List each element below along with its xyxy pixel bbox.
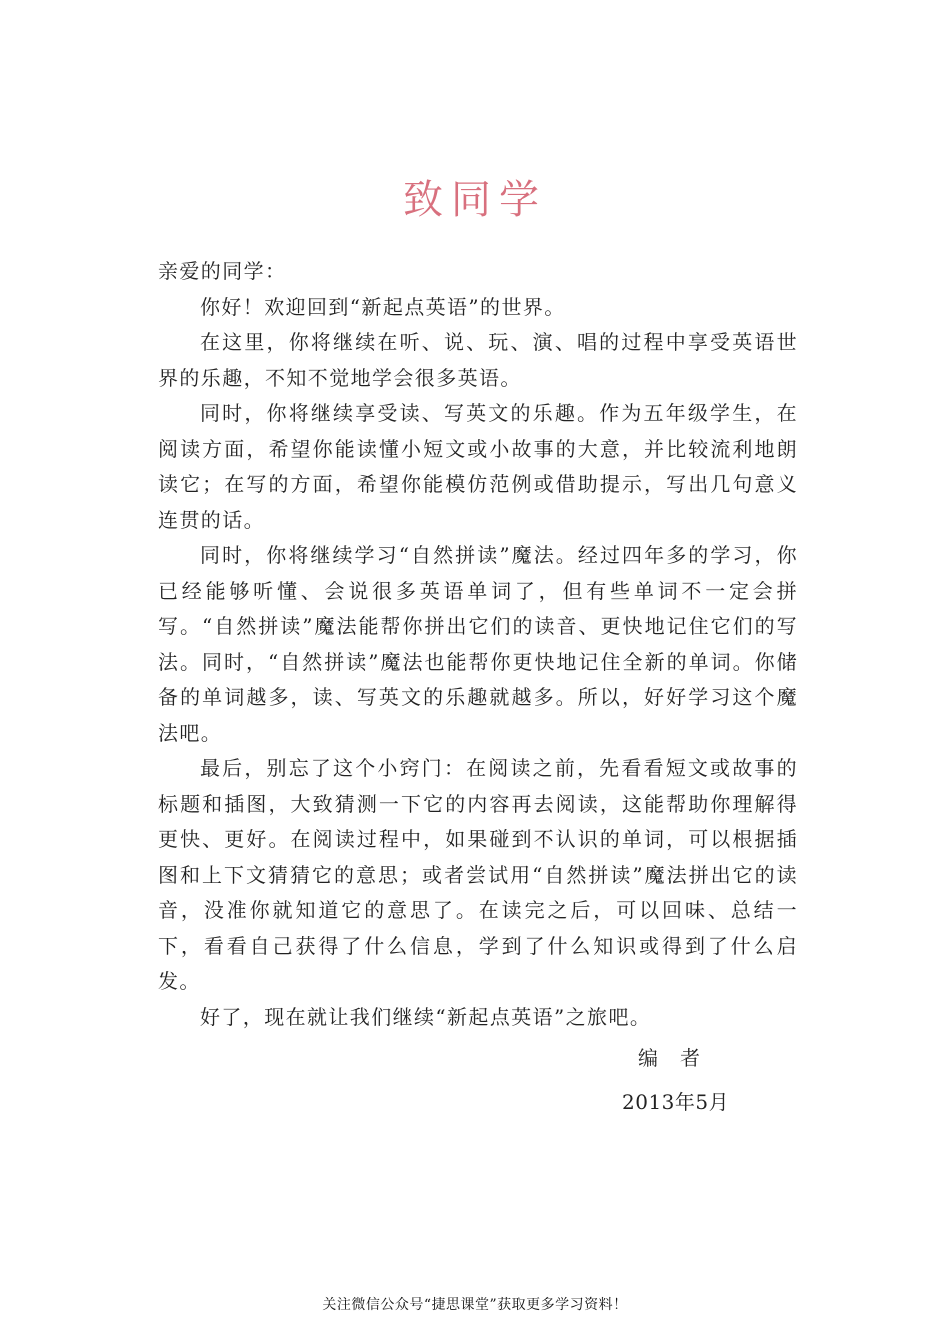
paragraph-greeting: 你好！欢迎回到“新起点英语”的世界。 [200, 294, 566, 319]
paragraph-listening-speaking: 在这里，你将继续在听、说、玩、演、唱的过程中享受英语世界的乐趣，不知不觉地学会很多英语。 [158, 330, 798, 390]
paragraph-tips: 最后，别忘了这个小窍门：在阅读之前，先看看短文或故事的标题和插图，大致猜测一下它的内容再去阅读，这能帮助你理解得更快、更好。在阅读过程中，如果碰到不认识的单词，可以根据插图和上下文猜猜它的意思；或者尝试用“自然拼读”魔法拼出它的读音，没准你就知道它的意思了。在读完之后，可以回味、总结一下，看看自己获得了什么信息，学到了什么知识或得到了什么启发。 [158, 756, 798, 993]
letter-salutation: 亲爱的同学： [158, 259, 287, 283]
letter-title: 致同学 [403, 177, 547, 223]
paragraph-phonics: 同时，你将继续学习“自然拼读”魔法。经过四年多的学习，你已经能够听懂、会说很多英语单词了，但有些单词不一定会拼写。“自然拼读”魔法能帮你拼出它们的读音、更快地记住它们的写法。同时，“自然拼读”魔法也能帮你更快地记住全新的单词。你储备的单词越多，读、写英文的乐趣就越多。所以，好好学习这个魔法吧。 [158, 543, 798, 745]
footer-promo-note: 关注微信公众号“捷思课堂”获取更多学习资料！ [322, 1297, 628, 1313]
paragraph-reading-writing: 同时，你将继续享受读、写英文的乐趣。作为五年级学生，在阅读方面，希望你能读懂小短文或小故事的大意，并比较流利地朗读它；在写的方面，希望你能模仿范例或借助提示，写出几句意义连贯的话。 [158, 401, 798, 532]
paragraph-closing: 好了，现在就让我们继续“新起点英语”之旅吧。 [200, 1004, 652, 1029]
letter-date: 2013年5月 [622, 1090, 730, 1114]
letter-body [158, 254, 798, 1035]
letter-signature: 编者 [638, 1046, 722, 1070]
